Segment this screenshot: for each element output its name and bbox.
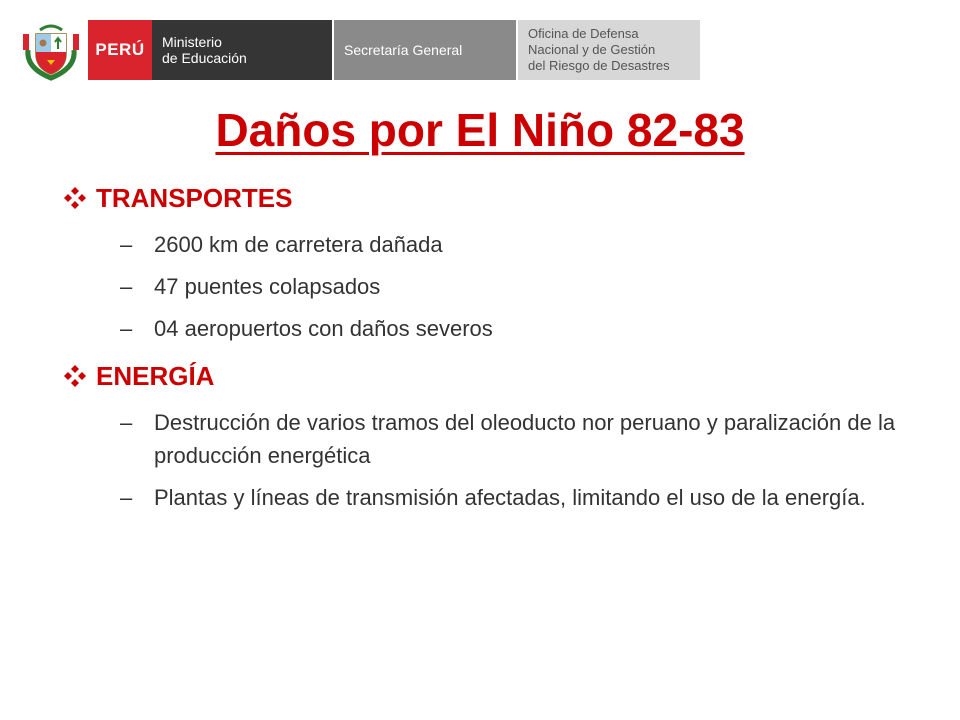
header-banner bbox=[14, 18, 694, 82]
section-heading bbox=[62, 354, 922, 398]
list-item bbox=[120, 312, 922, 345]
office-block bbox=[518, 20, 700, 80]
secretariat-label: Secretaría General bbox=[344, 42, 463, 58]
diamond-quad-bullet-icon bbox=[62, 185, 88, 211]
office-line-1: Oficina de Defensa bbox=[528, 26, 639, 41]
section-heading bbox=[62, 176, 922, 220]
ministry-line-1: Ministerio bbox=[162, 34, 222, 50]
country-label: PERÚ bbox=[95, 40, 145, 59]
slide-title: Daños por El Niño 82-83 bbox=[215, 104, 745, 156]
list-item bbox=[120, 406, 922, 472]
section-energia bbox=[62, 354, 922, 514]
dash-bullet: – bbox=[120, 274, 133, 299]
office-line-3: del Riesgo de Desastres bbox=[528, 58, 670, 73]
dash-bullet: – bbox=[120, 232, 133, 257]
dash-bullet: – bbox=[120, 485, 133, 510]
ministry-line-2: de Educación bbox=[162, 50, 247, 66]
ministry-block bbox=[152, 20, 332, 80]
diamond-quad-bullet-icon bbox=[62, 363, 88, 389]
list-item bbox=[120, 481, 922, 514]
country-label-block bbox=[88, 20, 152, 80]
slide-content bbox=[62, 176, 922, 523]
office-line-2: Nacional y de Gestión bbox=[528, 42, 656, 57]
list-item bbox=[120, 270, 922, 303]
dash-bullet: – bbox=[120, 410, 133, 435]
national-crest-icon bbox=[20, 20, 82, 82]
list-item-text: 2600 km de carretera dañada bbox=[154, 232, 443, 257]
list-item-text: 04 aeropuertos con daños severos bbox=[154, 316, 493, 341]
list-item bbox=[120, 228, 922, 261]
list-item-text: Destrucción de varios tramos del oleoducto nor peruano y paralización de la producción energética bbox=[154, 410, 896, 468]
section-item-list bbox=[62, 228, 922, 345]
section-item-list bbox=[62, 406, 922, 514]
dash-bullet: – bbox=[120, 316, 133, 341]
secretariat-block bbox=[334, 20, 516, 80]
list-item-text: Plantas y líneas de transmisión afectadas, limitando el uso de la energía. bbox=[154, 485, 866, 510]
section-transportes bbox=[62, 176, 922, 345]
section-heading-label: TRANSPORTES bbox=[96, 182, 293, 213]
list-item-text: 47 puentes colapsados bbox=[154, 274, 381, 299]
section-heading-label: ENERGÍA bbox=[96, 360, 215, 391]
